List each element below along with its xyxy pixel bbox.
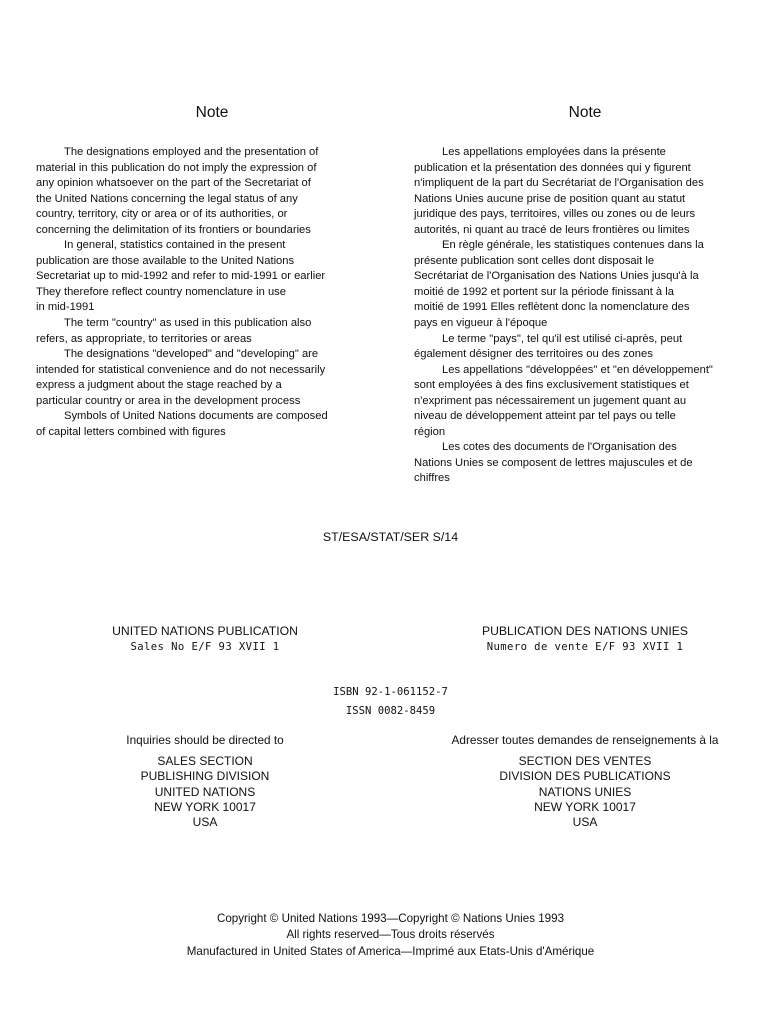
address-line: SALES SECTION xyxy=(157,754,253,769)
note-line: sont employées à des fins exclusivement statistiques et xyxy=(414,379,689,392)
note-line: Symbols of United Nations documents are composed xyxy=(64,410,328,423)
note-line: autorités, ni quant au tracé de leurs frontières ou limites xyxy=(414,223,690,236)
note-line: Les appellations "développées" et "en développement" xyxy=(442,363,713,376)
address-line: NEW YORK 10017 xyxy=(534,799,636,814)
note-line: Nations Unies se composent de lettres majuscules et de xyxy=(414,456,693,469)
note-line: moitié de 1992 et portent sur la période finissant à la xyxy=(414,285,674,298)
note-line: pays en vigueur à l'époque xyxy=(414,317,548,330)
note-text-english xyxy=(36,145,382,440)
note-line: of capital letters combined with figures xyxy=(36,425,226,438)
note-line: région xyxy=(414,425,446,438)
note-line: The term "country" as used in this publication also xyxy=(64,317,312,330)
note-line: In general, statistics contained in the present xyxy=(64,239,286,252)
note-heading-french: Note xyxy=(568,104,602,121)
document-symbol: ST/ESA/STAT/SER S/14 xyxy=(322,530,459,544)
address-line: NEW YORK 10017 xyxy=(154,799,256,814)
issn: ISSN 0082-8459 xyxy=(345,705,436,717)
address-line: USA xyxy=(192,815,218,830)
note-line: express a judgment about the stage reached by a xyxy=(36,379,282,392)
publication-info-french xyxy=(460,623,710,655)
note-line: En règle générale, les statistiques contenues dans la xyxy=(442,239,704,252)
address-line: SECTION DES VENTES xyxy=(518,754,652,769)
publication-info-english xyxy=(95,623,315,655)
note-line: Les appellations employées dans la présente xyxy=(442,146,666,158)
note-line: in mid-1991 xyxy=(36,301,95,314)
note-heading-english: Note xyxy=(195,104,229,121)
address-intro-french: Adresser toutes demandes de renseignements à la xyxy=(451,733,719,747)
note-text-french xyxy=(414,145,762,487)
note-line: The designations "developed" and "developing" are xyxy=(64,348,319,361)
publication-title-english: UNITED NATIONS PUBLICATION xyxy=(112,624,298,638)
isbn: ISBN 92-1-061152-7 xyxy=(333,686,448,698)
copyright-footer xyxy=(0,911,781,960)
note-line: juridique des pays, territoires, villes ou zones ou de leurs xyxy=(414,208,696,221)
note-line: particular country or area in the development process xyxy=(36,394,301,407)
note-line: Les cotes des documents de l'Organisation des xyxy=(442,441,677,454)
note-line: Secrétariat de l'Organisation des Nations Unies jusqu'à la xyxy=(414,270,699,283)
note-line: Secretariat up to mid-1992 and refer to mid-1991 or earlier xyxy=(36,270,326,283)
publication-title-french: PUBLICATION DES NATIONS UNIES xyxy=(481,624,689,638)
note-line: chiffres xyxy=(414,472,450,485)
sales-number-french: Numero de vente E/F 93 XVII 1 xyxy=(486,641,684,653)
manufactured-line: Manufactured in United States of America—Imprimé aux Etats-Unis d'Amérique xyxy=(186,944,595,958)
note-line: They therefore reflect country nomenclature in use xyxy=(36,285,286,298)
note-line: Nations Unies aucune prise de position quant au statut xyxy=(414,192,686,205)
note-line: également désigner des territoires ou des zones xyxy=(414,348,653,361)
note-line: publication et la présentation des données qui y figurent xyxy=(414,161,691,174)
note-line: The designations employed and the presentation of xyxy=(64,146,319,158)
note-line: publication are those available to the United Nations xyxy=(36,254,295,267)
note-line: présente publication sont celles dont disposait le xyxy=(414,254,655,267)
address-french xyxy=(420,733,750,830)
note-line: country, territory, city or area or of its authorities, or xyxy=(36,208,288,221)
address-english xyxy=(95,733,315,830)
note-line: the United Nations concerning the legal status of any xyxy=(36,192,298,205)
address-line: PUBLISHING DIVISION xyxy=(140,769,270,784)
note-line: n'expriment pas nécessairement un jugement quant au xyxy=(414,394,687,407)
note-line: concerning the delimitation of its frontiers or boundaries xyxy=(36,223,311,236)
address-intro-english: Inquiries should be directed to xyxy=(126,733,284,747)
note-line: any opinion whatsoever on the part of the Secretariat of xyxy=(36,177,311,190)
rights-line: All rights reserved—Tous droits réservés xyxy=(286,928,495,942)
address-line: USA xyxy=(572,815,598,830)
note-line: niveau de développement atteint par tel pays ou telle xyxy=(414,410,676,423)
note-line: Le terme "pays", tel qu'il est utilisé ci-après, peut xyxy=(442,332,683,345)
address-line: NATIONS UNIES xyxy=(538,784,632,799)
note-line: material in this publication do not imply the expression of xyxy=(36,161,317,174)
sales-number-english: Sales No E/F 93 XVII 1 xyxy=(130,641,280,653)
address-line: UNITED NATIONS xyxy=(154,784,256,799)
note-line: moitié de 1991 Elles reflètent donc la nomenclature des xyxy=(414,301,690,314)
address-line: DIVISION DES PUBLICATIONS xyxy=(499,769,671,784)
note-line: intended for statistical convenience and do not necessarily xyxy=(36,363,326,376)
note-line: refers, as appropriate, to territories or areas xyxy=(36,332,252,345)
copyright-line: Copyright © United Nations 1993—Copyright © Nations Unies 1993 xyxy=(216,912,565,925)
note-line: n'impliquent de la part du Secrétariat de l'Organisation des xyxy=(414,177,704,190)
